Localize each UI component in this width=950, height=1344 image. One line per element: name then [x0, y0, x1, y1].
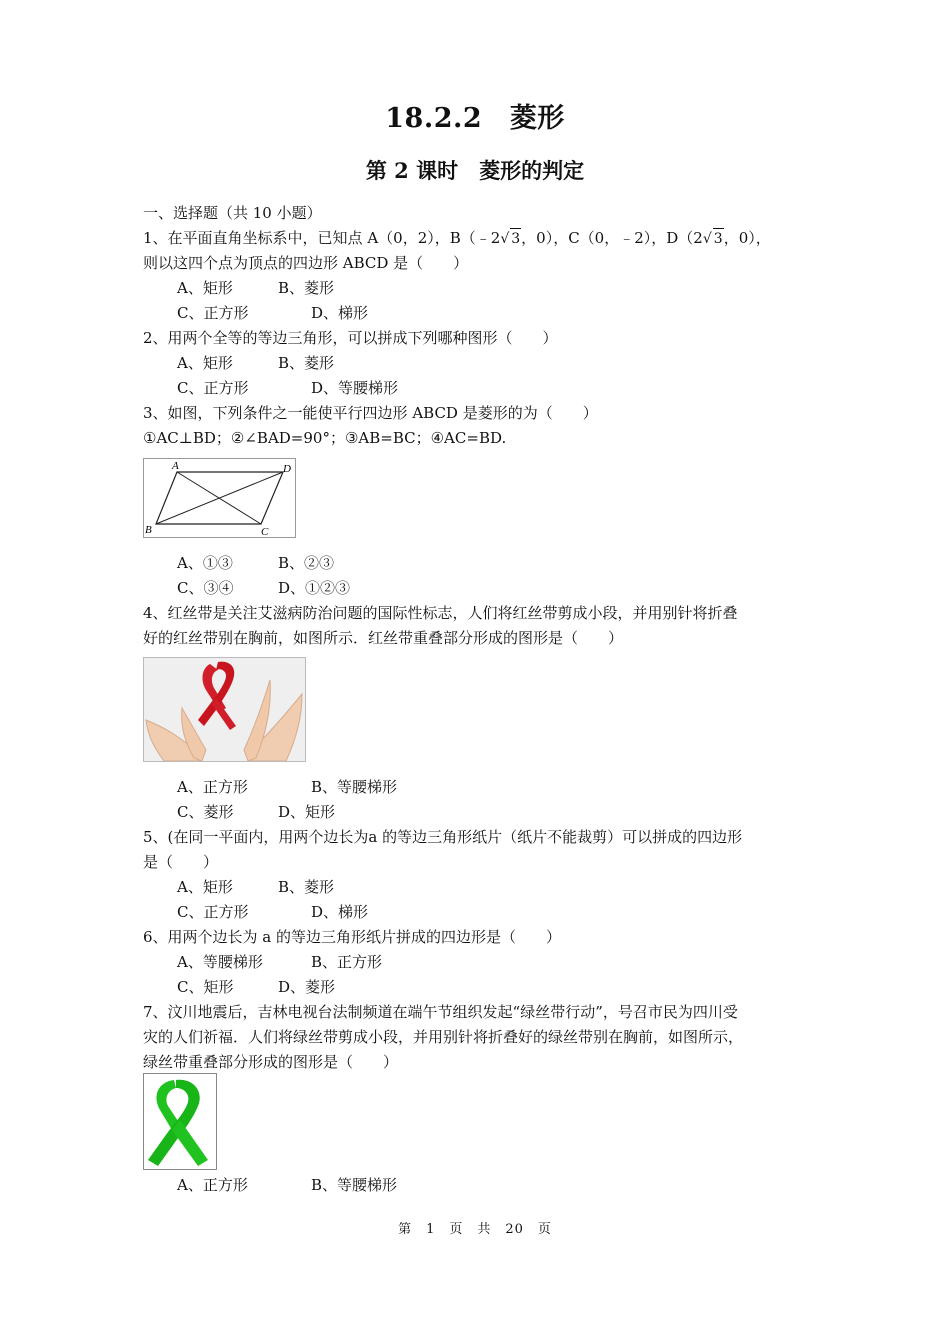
- q7-text-line2: 灾的人们祈福．人们将绿丝带剪成小段，并用别针将折叠好的绿丝带别在胸前，如图所示，: [143, 1028, 744, 1046]
- q1-text-line1: [143, 228, 771, 249]
- q5-text-line2: 是（ ）: [143, 853, 219, 871]
- q5-option-c[interactable]: C、正方形: [177, 903, 249, 921]
- q3-option-b[interactable]: B、②③: [278, 554, 335, 572]
- q5-option-b[interactable]: B、菱形: [278, 878, 335, 896]
- q3-option-d[interactable]: D、①②③: [278, 579, 351, 597]
- label-a: A: [172, 460, 179, 472]
- q1-option-b[interactable]: B、菱形: [278, 279, 335, 297]
- q7-option-b[interactable]: B、等腰梯形: [311, 1176, 398, 1194]
- q4-option-a[interactable]: A、正方形: [177, 778, 248, 796]
- page-footer: 第 1 页 共 20 页: [398, 1222, 552, 1237]
- q1-part-c: ，0），: [723, 229, 771, 247]
- parallelogram-diagram: [144, 459, 295, 537]
- q2-option-b[interactable]: B、菱形: [278, 354, 335, 372]
- q1-option-d[interactable]: D、梯形: [311, 304, 369, 322]
- q3-option-c[interactable]: C、③④: [177, 579, 234, 597]
- label-b: B: [145, 524, 152, 536]
- q7-text-line3: 绿丝带重叠部分形成的图形是（ ）: [143, 1053, 399, 1071]
- q6-option-c[interactable]: C、矩形: [177, 978, 234, 996]
- sqrt-symbol: √ 3: [500, 231, 521, 247]
- q2-option-d[interactable]: D、等腰梯形: [311, 379, 399, 397]
- q1-option-c[interactable]: C、正方形: [177, 304, 249, 322]
- q1-part-a: 1、在平面直角坐标系中，已知点 A（0，2），B（﹣2: [143, 229, 501, 247]
- q6-option-a[interactable]: A、等腰梯形: [177, 953, 263, 971]
- q4-option-c[interactable]: C、菱形: [177, 803, 234, 821]
- green-ribbon-image: [143, 1073, 217, 1170]
- q4-option-b[interactable]: B、等腰梯形: [311, 778, 398, 796]
- document-title: 18.2.2 菱形: [385, 103, 565, 134]
- q5-text-line1: 5、(在同一平面内，用两个边长为a 的等边三角形纸片（纸片不能裁剪）可以拼成的四边形: [143, 828, 743, 846]
- q6-text: 6、用两个边长为 a 的等边三角形纸片拼成的四边形是（ ）: [143, 928, 562, 946]
- label-c: C: [261, 526, 269, 537]
- q6-option-d[interactable]: D、菱形: [278, 978, 336, 996]
- green-ribbon-illustration: [144, 1074, 216, 1169]
- label-d: D: [283, 463, 291, 475]
- q1-part-b: ，0），C（0，﹣2），D（2: [521, 229, 703, 247]
- q4-text-line2: 好的红丝带别在胸前，如图所示．红丝带重叠部分形成的图形是（ ）: [143, 629, 624, 647]
- q2-option-a[interactable]: A、矩形: [177, 354, 233, 372]
- q1-text-line2: 则以这四个点为顶点的四边形 ABCD 是（ ）: [143, 254, 469, 272]
- q7-option-a[interactable]: A、正方形: [177, 1176, 248, 1194]
- q5-option-a[interactable]: A、矩形: [177, 878, 233, 896]
- q3-option-a[interactable]: A、①③: [177, 554, 233, 572]
- q2-option-c[interactable]: C、正方形: [177, 379, 249, 397]
- q4-option-d[interactable]: D、矩形: [278, 803, 336, 821]
- sqrt-radicand: 3: [713, 228, 724, 249]
- lesson-subtitle: 第 2 课时 菱形的判定: [365, 158, 585, 183]
- q7-text-line1: 7、汶川地震后，吉林电视台法制频道在端午节组织发起“绿丝带行动”，号召市民为四川受: [143, 1003, 738, 1021]
- parallelogram-figure: [143, 458, 296, 538]
- red-ribbon-image: [143, 657, 306, 762]
- q1-option-a[interactable]: A、矩形: [177, 279, 233, 297]
- q3-text: 3、如图，下列条件之一能使平行四边形 ABCD 是菱形的为（ ）: [143, 404, 598, 422]
- q6-option-b[interactable]: B、正方形: [311, 953, 383, 971]
- sqrt-symbol: √ 3: [703, 231, 724, 247]
- red-ribbon-illustration: [144, 658, 305, 761]
- sqrt-radicand: 3: [510, 228, 521, 249]
- q2-text: 2、用两个全等的等边三角形，可以拼成下列哪种图形（ ）: [143, 329, 558, 347]
- section-heading: 一、选择题（共 10 小题）: [143, 204, 322, 222]
- q4-text-line1: 4、红丝带是关注艾滋病防治问题的国际性标志，人们将红丝带剪成小段，并用别针将折叠: [143, 604, 738, 622]
- q3-conditions: ①AC⊥BD；②∠BAD=90°；③AB=BC；④AC=BD.: [143, 429, 507, 447]
- q5-option-d[interactable]: D、梯形: [311, 903, 369, 921]
